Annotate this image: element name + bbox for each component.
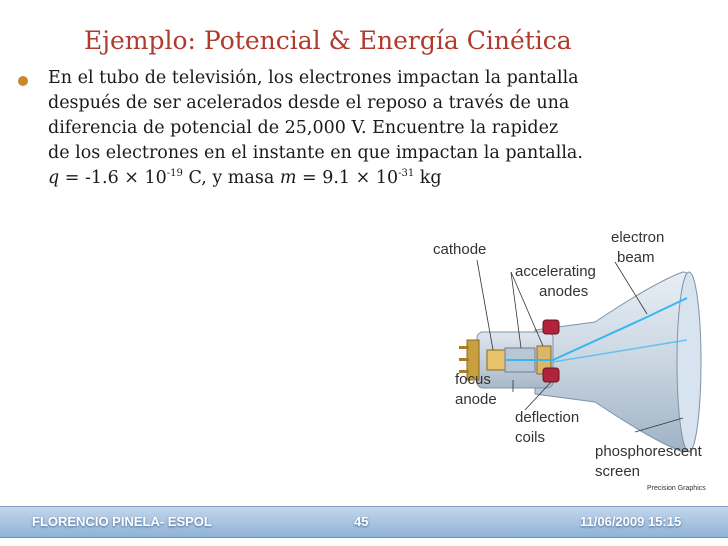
bullet-icon [18,76,28,86]
q-value: = -1.6 × 10 [59,168,167,188]
label-beam: beam [617,249,655,266]
q-symbol: q [48,168,60,188]
phosphor-screen [677,272,701,452]
label-anodes: anodes [539,283,589,300]
deflection-coil-top [543,320,559,334]
m-symbol: m [279,168,297,188]
footer-date: 11/06/2009 15:15 [580,514,682,529]
label-phosphorescent: phosphorescent [595,443,702,460]
deflection-coil-bottom [543,368,559,382]
crt-diagram [415,222,715,494]
figure-credit: Precision Graphics [647,485,706,492]
slide-body [48,66,708,191]
base-pin-2 [459,358,469,361]
body-line-3: diferencia de potencial de 25,000 V. Encuentre la rapidez [48,118,559,138]
label-cathode: cathode [433,241,487,258]
base-pin-1 [459,346,469,349]
label-coils: coils [515,429,546,446]
body-line-1: En el tubo de televisión, los electrones impactan la pantalla [48,68,579,88]
slide-title: Ejemplo: Potencial & Energía Cinética [84,26,572,55]
m-unit: kg [414,168,442,188]
label-anode: anode [455,391,497,408]
footer-author: FLORENCIO PINELA- ESPOL [32,514,212,529]
cathode-part [487,350,505,370]
footer-page-number: 45 [354,514,369,529]
m-value: = 9.1 × 10 [296,168,399,188]
m-exponent: -31 [398,168,415,179]
q-exponent: -19 [166,168,183,179]
label-electron: electron [611,229,665,246]
label-accelerating: accelerating [515,263,596,280]
label-screen: screen [595,463,641,480]
label-focus: focus [455,371,491,388]
slide-footer [0,506,728,538]
q-unit: C, y masa [182,168,280,188]
body-line-4: de los electrones en el instante en que impactan la pantalla. [48,143,583,163]
body-line-2: después de ser acelerados desde el reposo a través de una [48,93,570,113]
label-deflection: deflection [515,409,580,426]
body-line-5 [48,166,708,191]
